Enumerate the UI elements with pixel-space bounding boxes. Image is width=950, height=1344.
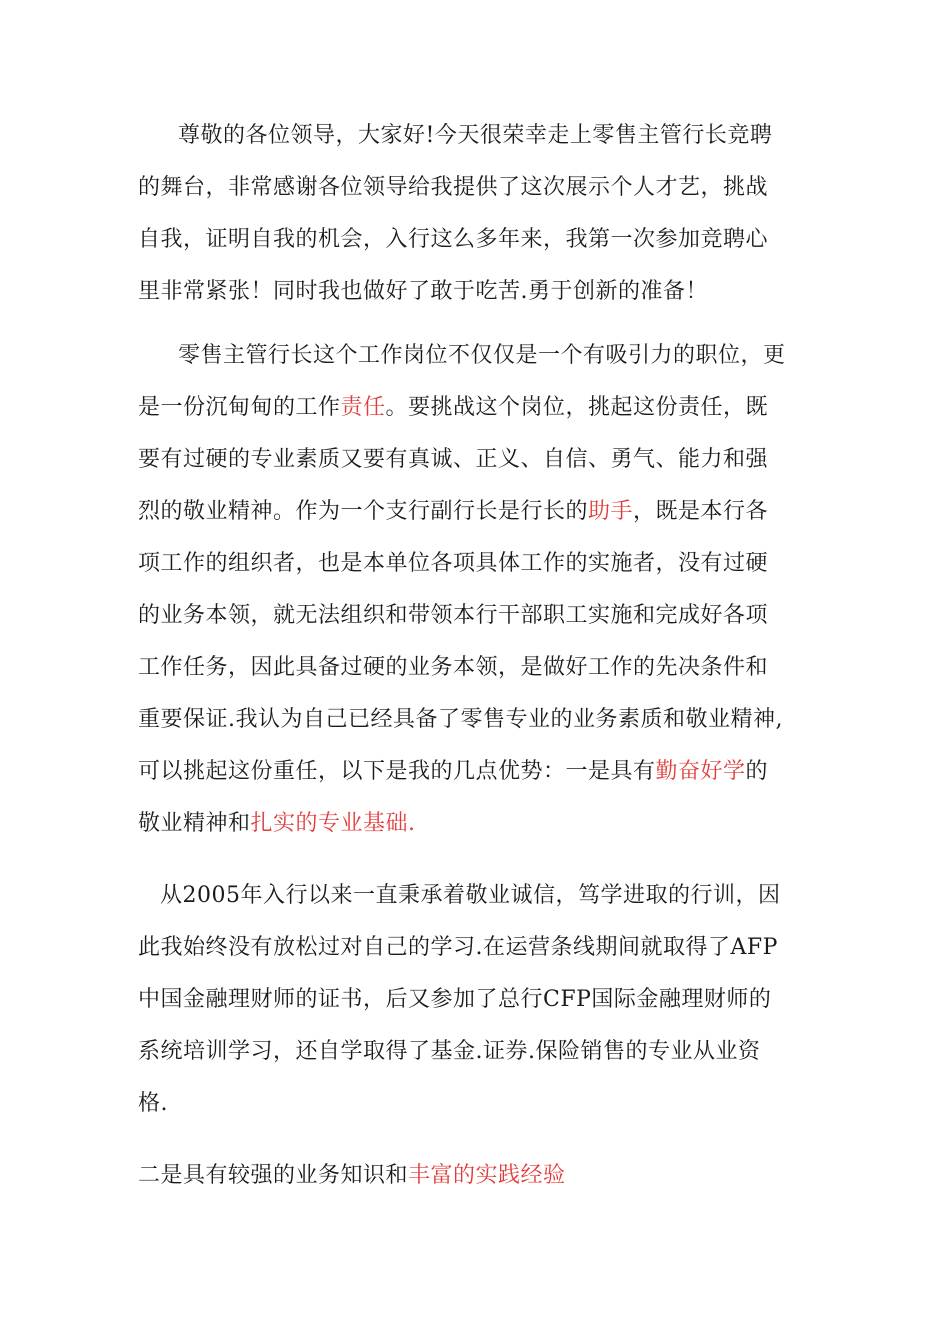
highlight-text: 助手	[588, 499, 634, 524]
text-line: 的舞台，非常感谢各位领导给我提供了这次展示个人才艺，挑战	[138, 175, 769, 200]
text-line: 自我，证明自我的机会，入行这么多年来，我第一次参加竞聘心	[138, 227, 769, 252]
paragraph-learning	[138, 870, 818, 1130]
paragraph-position-duties	[138, 330, 818, 850]
highlight-text: 扎实的专业基础.	[250, 811, 416, 836]
highlight-text: 责任	[340, 395, 386, 420]
text-line: 尊敬的各位领导，大家好!今天很荣幸走上零售主管行长竞聘	[178, 123, 773, 148]
text-line: 工作任务，因此具备过硬的业务本领，是做好工作的先决条件和	[138, 655, 769, 680]
highlight-text: 勤奋好学	[655, 759, 746, 784]
text-line	[138, 486, 818, 538]
text-line: 要有过硬的专业素质又要有真诚、正义、自信、勇气、能力和强	[138, 447, 769, 472]
text-line	[138, 382, 818, 434]
text-line	[138, 1150, 818, 1202]
paragraph-greeting	[138, 110, 818, 318]
text-line: 项工作的组织者，也是本单位各项具体工作的实施者，没有过硬	[138, 551, 769, 576]
paragraph-second-advantage	[138, 1150, 818, 1202]
text-line: 里非常紧张！同时我也做好了敢于吃苦.勇于创新的准备！	[138, 279, 708, 304]
text-segment: 可以挑起这份重任，以下是我的几点优势：一是具有	[138, 759, 656, 784]
text-segment: 。要挑战这个岗位，挑起这份责任，既	[385, 395, 769, 420]
text-line: 此我始终没有放松过对自己的学习.在运营条线期间就取得了AFP	[138, 935, 778, 960]
text-line: 系统培训学习，还自学取得了基金.证券.保险销售的专业从业资	[138, 1039, 761, 1064]
text-line: 中国金融理财师的证书，后又参加了总行CFP国际金融理财师的	[138, 987, 772, 1012]
text-segment: 烈的敬业精神。作为一个支行副行长是行长的	[138, 499, 589, 524]
text-line: 的业务本领，就无法组织和带领本行干部职工实施和完成好各项	[138, 603, 769, 628]
text-segment: ，既是本行各	[633, 499, 769, 524]
highlight-text: 丰富的实践经验	[408, 1163, 566, 1188]
text-segment: 二是具有较强的业务知识和	[138, 1163, 409, 1188]
text-segment: 是一份沉甸甸的工作	[138, 395, 341, 420]
text-segment: 的	[745, 759, 769, 784]
text-line: 从2005年入行以来一直秉承着敬业诚信，笃学进取的行训，因	[160, 883, 781, 908]
text-segment: 敬业精神和	[138, 811, 251, 836]
text-line: 重要保证.我认为自己已经具备了零售专业的业务素质和敬业精神,	[138, 707, 783, 732]
text-line: 零售主管行长这个工作岗位不仅仅是一个有吸引力的职位，更	[178, 343, 786, 368]
text-line	[138, 746, 818, 798]
text-line: 格.	[138, 1091, 168, 1116]
text-line	[138, 798, 818, 850]
